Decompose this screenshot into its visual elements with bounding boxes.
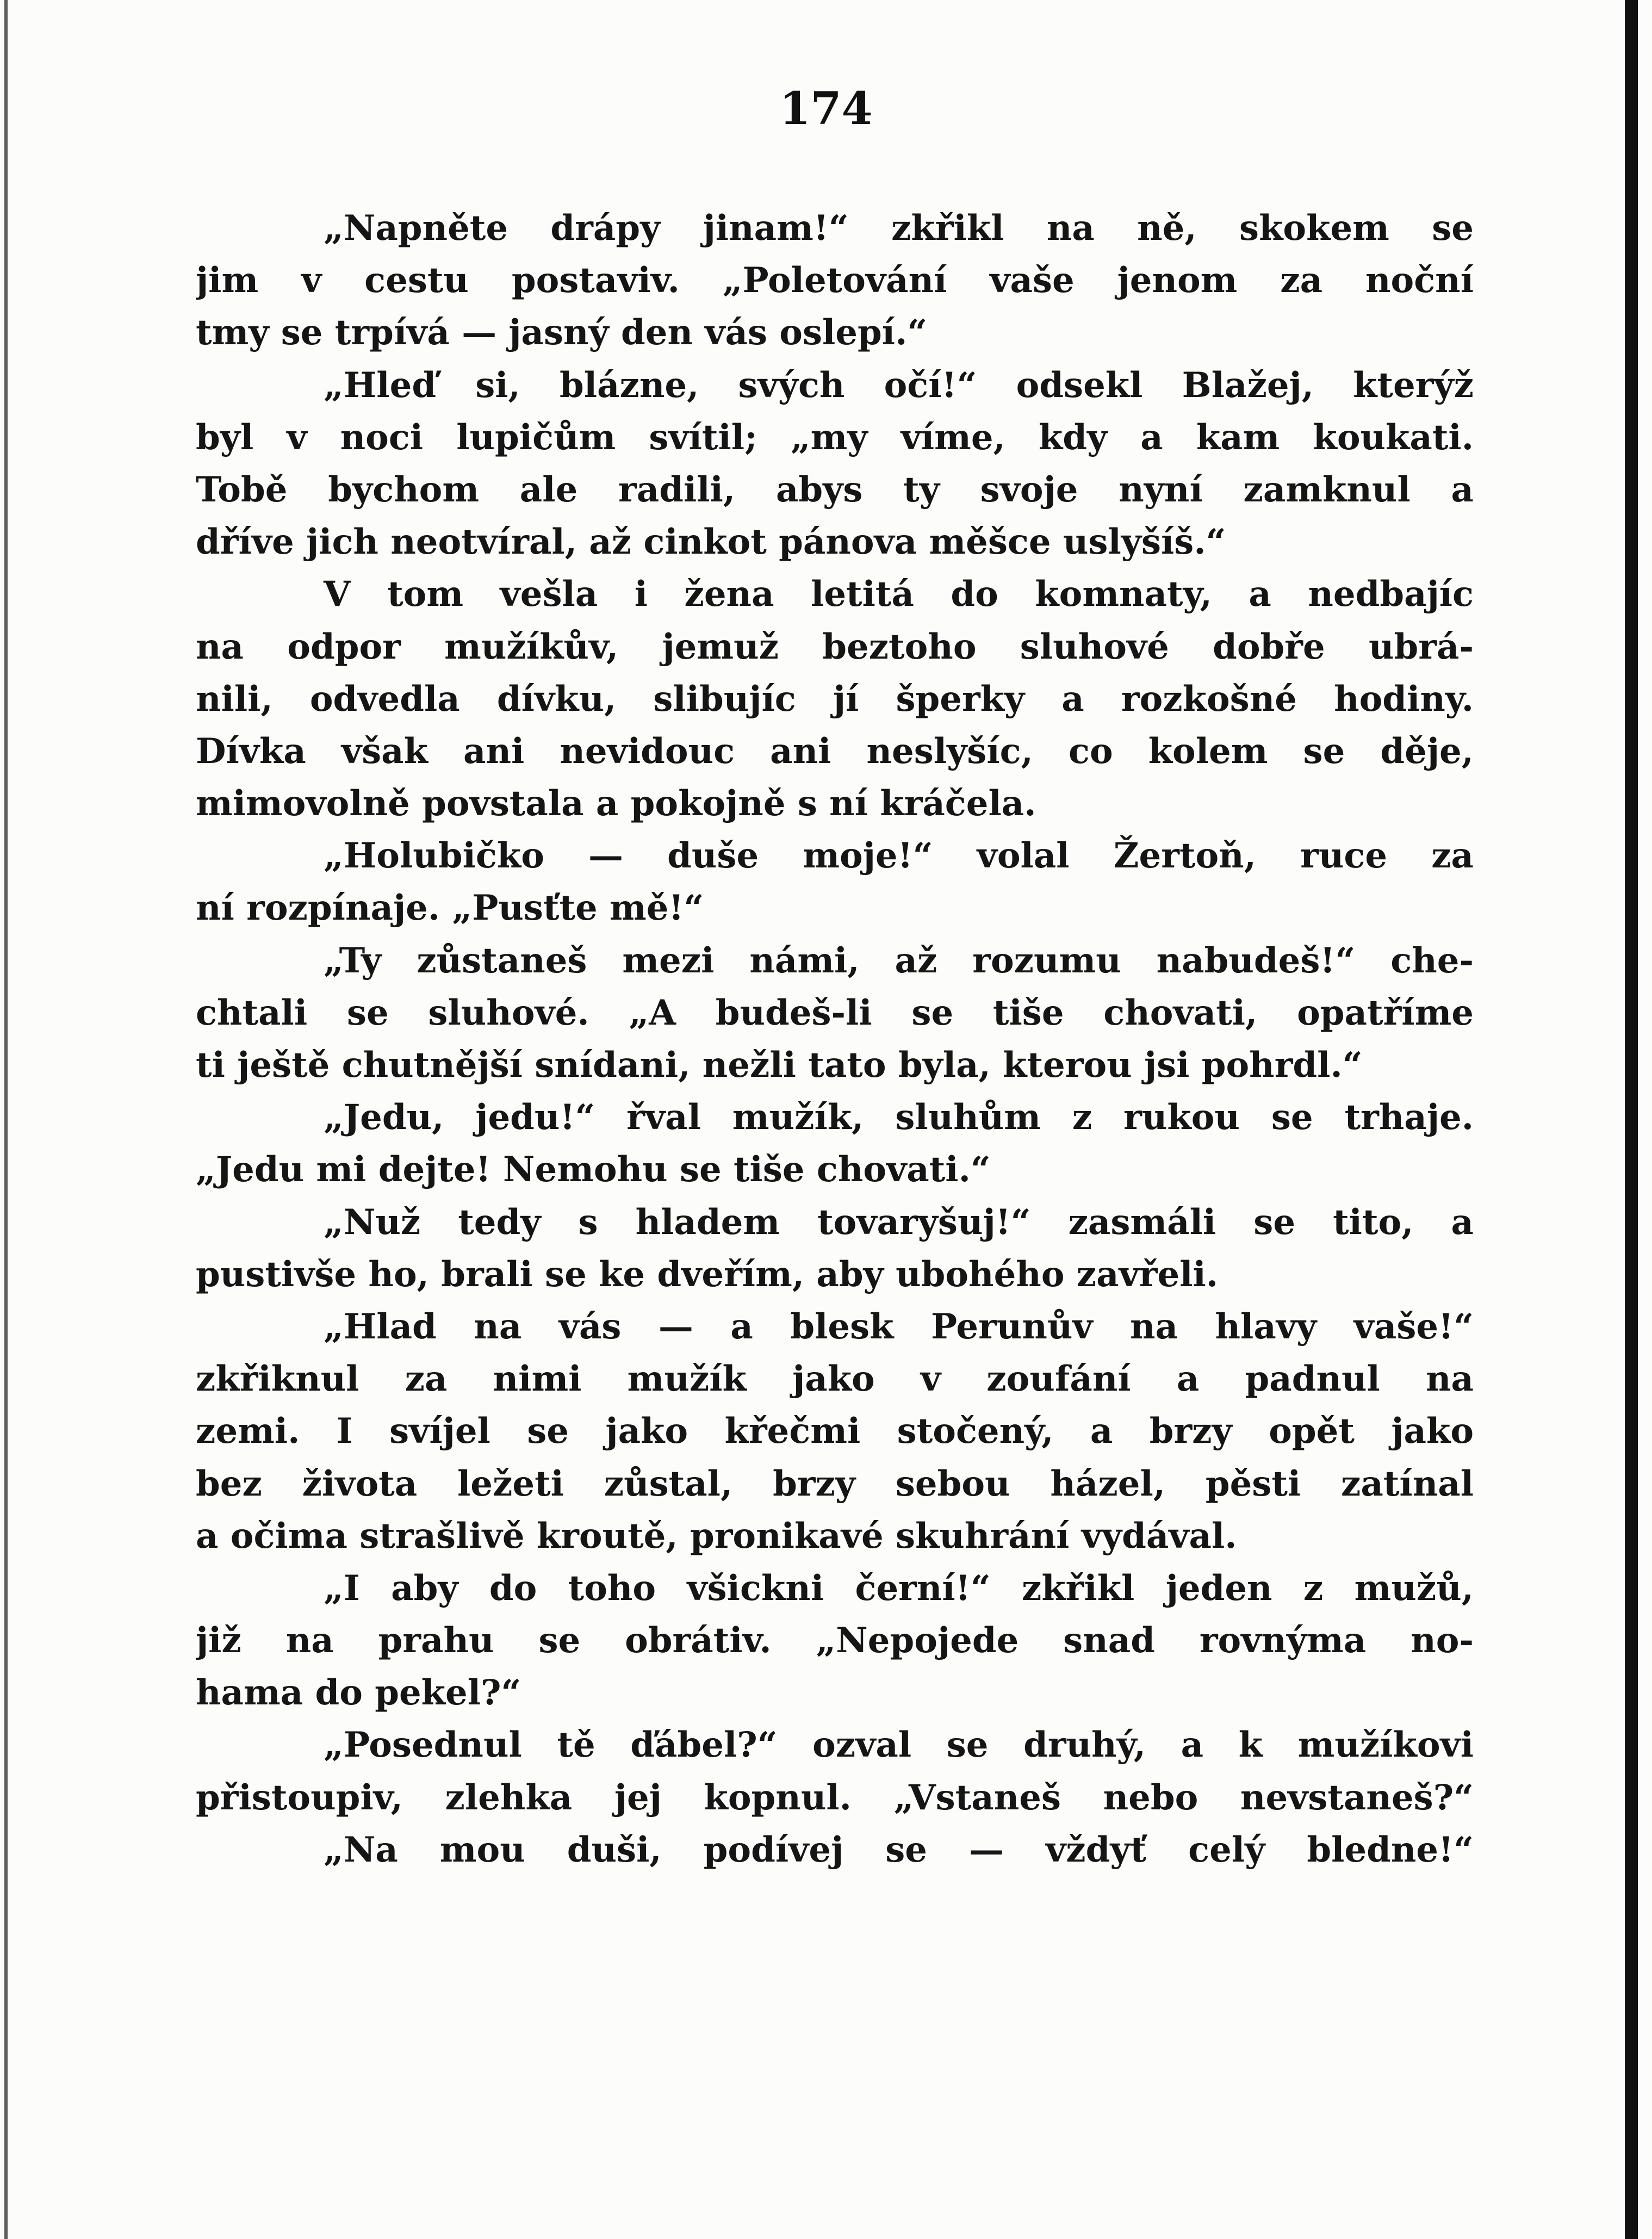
text-line: přistoupiv, zlehka jej kopnul. „Vstaneš nebo nevstaneš?“: [196, 1777, 1474, 1818]
text-line: dříve jich neotvíral, až cinkot pánova měšce uslyšíš.“: [196, 522, 1226, 563]
text-line: chtali se sluhové. „A budeš-li se tiše chovati, opatříme: [196, 992, 1474, 1033]
text-line: zkřiknul za nimi mužík jako v zoufání a padnul na: [196, 1359, 1474, 1400]
text-line: tmy se trpívá — jasný den vás oslepí.“: [196, 312, 928, 353]
text-line: „Holubičko — duše moje!“ volal Žertoň, ruce za: [324, 835, 1474, 877]
text-line: „Ty zůstaneš mezi námi, až rozumu nabudeš!“ che-: [324, 940, 1474, 981]
text-line: Tobě bychom ale radili, abys ty svoje nyní zamknul a: [196, 469, 1474, 510]
text-line: pustivše ho, brali se ke dveřím, aby ubohého zavřeli.: [196, 1254, 1219, 1295]
text-line: „I aby do toho všickni černí!“ zkřikl jeden z mužů,: [324, 1567, 1474, 1609]
text-line: „Nuž tedy s hladem tovaryšuj!“ zasmáli se tito, a: [324, 1201, 1474, 1243]
body-text: [196, 202, 1474, 1876]
text-line: „Napněte drápy jinam!“ zkřikl na ně, skokem se: [324, 208, 1474, 249]
text-line: „Hleď si, blázne, svých očí!“ odsekl Blažej, kterýž: [324, 364, 1474, 406]
text-line: mimovolně povstala a pokojně s ní kráčela.: [196, 783, 1036, 824]
text-line: a očima strašlivě kroutě, pronikavé skuhrání vydával.: [196, 1515, 1237, 1556]
text-line: byl v noci lupičům svítil; „my víme, kdy a kam koukati.: [196, 417, 1474, 458]
text-line: „Jedu, jedu!“ řval mužík, sluhům z rukou se trhaje.: [324, 1097, 1474, 1138]
text-line: V tom vešla i žena letitá do komnaty, a nedbajíc: [324, 574, 1474, 615]
text-line: bez života ležeti zůstal, brzy sebou házel, pěsti zatínal: [196, 1463, 1474, 1504]
text-line: „Jedu mi dejte! Nemohu se tiše chovati.“: [196, 1149, 991, 1190]
text-line: na odpor mužíkův, jemuž beztoho sluhové dobře ubrá-: [196, 626, 1474, 667]
text-line: zemi. I svíjel se jako křečmi stočený, a brzy opět jako: [196, 1411, 1474, 1452]
text-line: již na prahu se obrátiv. „Nepojede snad rovnýma no-: [196, 1620, 1474, 1661]
scan-right-border: [1625, 0, 1638, 2239]
text-line: ti ještě chutnější snídani, nežli tato byla, kterou jsi pohrdl.“: [196, 1045, 1363, 1086]
text-line: hama do pekel?“: [196, 1672, 521, 1714]
text-line: „Posednul tě ďábel?“ ozval se druhý, a k mužíkovi: [324, 1725, 1474, 1766]
text-line: nili, odvedla dívku, slibujíc jí šperky a rozkošné hodiny.: [196, 678, 1474, 720]
text-line: jim v cestu postaviv. „Poletování vaše jenom za noční: [196, 260, 1474, 301]
text-line: ní rozpínaje. „Pusťte mě!“: [196, 888, 704, 929]
text-line: „Hlad na vás — a blesk Perunův na hlavy vaše!“: [324, 1306, 1474, 1347]
page-number: 174: [779, 83, 873, 135]
text-line: „Na mou duši, podívej se — vždyť celý bledne!“: [324, 1829, 1474, 1870]
text-line: Dívka však ani nevidouc ani neslyšíc, co kolem se děje,: [196, 730, 1474, 772]
scan-left-edge: [4, 0, 8, 2239]
